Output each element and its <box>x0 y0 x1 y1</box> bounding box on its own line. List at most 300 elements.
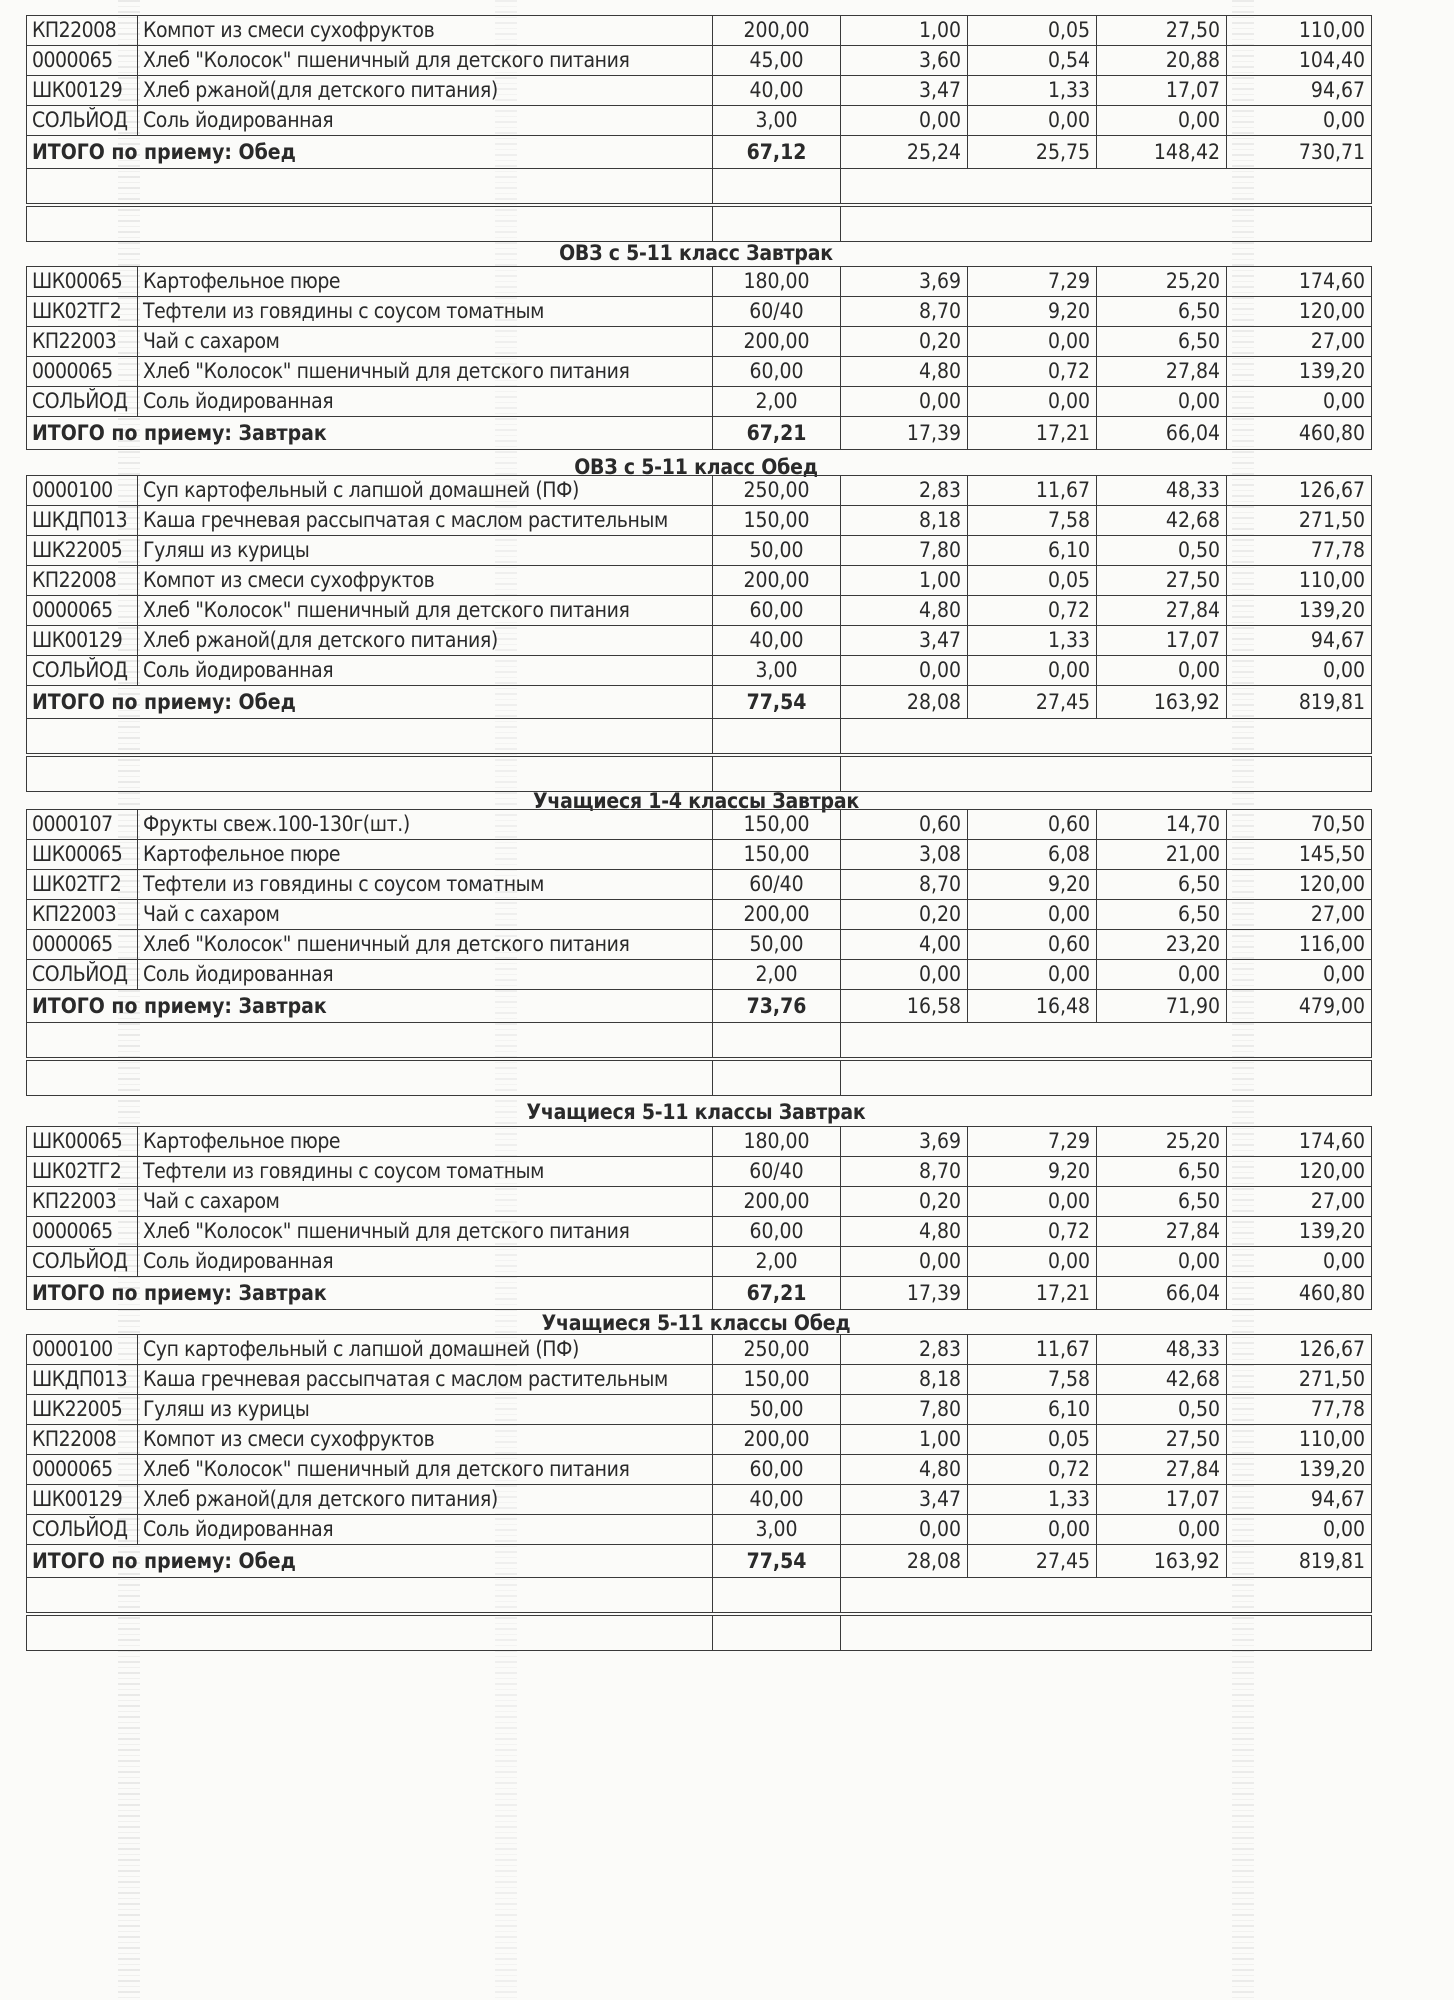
dish-code: ШКДП013 <box>27 1365 138 1395</box>
carbs-value: 6,50 <box>1097 1187 1227 1217</box>
fat-value: 0,00 <box>968 387 1097 417</box>
empty-row <box>27 719 1372 756</box>
total-protein-value: 17,39 <box>841 417 968 450</box>
dish-name: Компот из смеси сухофруктов <box>138 1425 713 1455</box>
dish-name: Тефтели из говядины с соусом томатным <box>138 297 713 327</box>
table-row <box>27 870 1372 900</box>
energy-value: 70,50 <box>1227 810 1372 840</box>
portion-qty: 40,00 <box>713 1485 841 1515</box>
table-row <box>27 656 1372 686</box>
portion-qty: 45,00 <box>713 46 841 76</box>
fat-value: 7,29 <box>968 267 1097 297</box>
table-row <box>27 810 1372 840</box>
empty-cell <box>713 1614 841 1651</box>
protein-value: 0,60 <box>841 810 968 840</box>
protein-value: 8,18 <box>841 1365 968 1395</box>
protein-value: 0,20 <box>841 327 968 357</box>
fat-value: 0,00 <box>968 656 1097 686</box>
portion-qty: 60,00 <box>713 596 841 626</box>
table-row <box>27 76 1372 106</box>
fat-value: 7,58 <box>968 506 1097 536</box>
fat-value: 9,20 <box>968 297 1097 327</box>
fat-value: 1,33 <box>968 626 1097 656</box>
carbs-value: 42,68 <box>1097 1365 1227 1395</box>
empty-cell <box>27 755 713 792</box>
table-row <box>27 1247 1372 1277</box>
carbs-value: 27,84 <box>1097 1455 1227 1485</box>
dish-code: ШКДП013 <box>27 506 138 536</box>
menu-table-section <box>26 1126 1366 1310</box>
energy-value: 27,00 <box>1227 327 1372 357</box>
empty-cell <box>27 205 713 242</box>
dish-code: СОЛЬЙОД <box>27 106 138 136</box>
menu-table-section <box>26 15 1366 242</box>
menu-table <box>26 809 1372 1096</box>
empty-cell <box>713 205 841 242</box>
table-row <box>27 840 1372 870</box>
dish-name: Чай с сахаром <box>138 327 713 357</box>
portion-qty: 60,00 <box>713 1217 841 1247</box>
table-row <box>27 327 1372 357</box>
portion-qty: 150,00 <box>713 1365 841 1395</box>
total-protein-value: 25,24 <box>841 136 968 169</box>
dish-name: Фрукты свеж.100-130г(шт.) <box>138 810 713 840</box>
dish-name: Компот из смеси сухофруктов <box>138 566 713 596</box>
carbs-value: 0,00 <box>1097 387 1227 417</box>
fat-value: 0,00 <box>968 1187 1097 1217</box>
portion-qty: 60,00 <box>713 357 841 387</box>
empty-row <box>27 169 1372 206</box>
energy-value: 271,50 <box>1227 506 1372 536</box>
section-title: Учащиеся 5-11 классы Завтрак <box>526 1100 866 1124</box>
carbs-value: 25,20 <box>1097 1127 1227 1157</box>
dish-name: Хлеб "Колосок" пшеничный для детского питания <box>138 46 713 76</box>
protein-value: 0,20 <box>841 1187 968 1217</box>
total-protein-value: 17,39 <box>841 1277 968 1310</box>
empty-row <box>27 1023 1372 1060</box>
protein-value: 0,00 <box>841 1515 968 1545</box>
fat-value: 6,08 <box>968 840 1097 870</box>
carbs-value: 0,00 <box>1097 656 1227 686</box>
dish-name: Гуляш из курицы <box>138 536 713 566</box>
protein-value: 7,80 <box>841 1395 968 1425</box>
protein-value: 1,00 <box>841 566 968 596</box>
carbs-value: 0,00 <box>1097 1515 1227 1545</box>
table-row <box>27 476 1372 506</box>
fat-value: 0,72 <box>968 1217 1097 1247</box>
fat-value: 6,10 <box>968 1395 1097 1425</box>
empty-row <box>27 1614 1372 1651</box>
dish-code: ШК02ТГ2 <box>27 1157 138 1187</box>
carbs-value: 48,33 <box>1097 1335 1227 1365</box>
dish-code: СОЛЬЙОД <box>27 960 138 990</box>
protein-value: 3,69 <box>841 1127 968 1157</box>
protein-value: 8,70 <box>841 297 968 327</box>
dish-code: ШК22005 <box>27 1395 138 1425</box>
table-row <box>27 357 1372 387</box>
fat-value: 0,72 <box>968 1455 1097 1485</box>
portion-qty: 60/40 <box>713 870 841 900</box>
menu-table <box>26 1334 1372 1651</box>
dish-code: ШК00129 <box>27 626 138 656</box>
portion-qty: 50,00 <box>713 536 841 566</box>
protein-value: 8,70 <box>841 1157 968 1187</box>
table-row <box>27 1425 1372 1455</box>
energy-value: 145,50 <box>1227 840 1372 870</box>
energy-value: 0,00 <box>1227 960 1372 990</box>
empty-cell <box>841 169 1372 206</box>
dish-code: ШК00065 <box>27 840 138 870</box>
menu-table-section <box>26 1334 1366 1651</box>
total-fat-value: 17,21 <box>968 1277 1097 1310</box>
dish-code: ШК00065 <box>27 267 138 297</box>
carbs-value: 27,50 <box>1097 16 1227 46</box>
menu-table-section <box>26 266 1366 450</box>
energy-value: 94,67 <box>1227 1485 1372 1515</box>
dish-name: Соль йодированная <box>138 106 713 136</box>
dish-name: Картофельное пюре <box>138 1127 713 1157</box>
menu-table <box>26 1126 1372 1310</box>
total-portion-qty: 77,54 <box>713 1545 841 1578</box>
protein-value: 4,80 <box>841 596 968 626</box>
energy-value: 116,00 <box>1227 930 1372 960</box>
empty-cell <box>841 719 1372 756</box>
section-title: Учащиеся 5-11 классы Обед <box>541 1311 851 1335</box>
protein-value: 8,70 <box>841 870 968 900</box>
dish-code: КП22003 <box>27 1187 138 1217</box>
total-label: ИТОГО по приему: Обед <box>27 686 713 719</box>
total-fat-value: 16,48 <box>968 990 1097 1023</box>
energy-value: 174,60 <box>1227 267 1372 297</box>
portion-qty: 50,00 <box>713 1395 841 1425</box>
protein-value: 8,18 <box>841 506 968 536</box>
empty-row <box>27 1578 1372 1615</box>
dish-code: 0000065 <box>27 357 138 387</box>
total-portion-qty: 67,21 <box>713 1277 841 1310</box>
fat-value: 0,00 <box>968 1515 1097 1545</box>
empty-cell <box>713 1059 841 1096</box>
energy-value: 271,50 <box>1227 1365 1372 1395</box>
table-row <box>27 1335 1372 1365</box>
table-row <box>27 1365 1372 1395</box>
fat-value: 0,00 <box>968 900 1097 930</box>
empty-cell <box>713 1578 841 1615</box>
energy-value: 120,00 <box>1227 1157 1372 1187</box>
energy-value: 77,78 <box>1227 536 1372 566</box>
energy-value: 139,20 <box>1227 1455 1372 1485</box>
protein-value: 1,00 <box>841 16 968 46</box>
protein-value: 0,00 <box>841 656 968 686</box>
table-row <box>27 1485 1372 1515</box>
total-carbs-value: 66,04 <box>1097 417 1227 450</box>
energy-value: 0,00 <box>1227 106 1372 136</box>
empty-cell <box>713 719 841 756</box>
carbs-value: 0,00 <box>1097 1247 1227 1277</box>
protein-value: 0,20 <box>841 900 968 930</box>
portion-qty: 150,00 <box>713 810 841 840</box>
protein-value: 3,69 <box>841 267 968 297</box>
table-row <box>27 596 1372 626</box>
empty-cell <box>841 1578 1372 1615</box>
portion-qty: 250,00 <box>713 1335 841 1365</box>
total-energy-value: 819,81 <box>1227 686 1372 719</box>
section-title: Учащиеся 1-4 классы Завтрак <box>532 789 860 813</box>
empty-cell <box>27 1614 713 1651</box>
protein-value: 0,00 <box>841 1247 968 1277</box>
total-label: ИТОГО по приему: Обед <box>27 136 713 169</box>
energy-value: 174,60 <box>1227 1127 1372 1157</box>
protein-value: 3,60 <box>841 46 968 76</box>
menu-table <box>26 266 1372 450</box>
dish-name: Картофельное пюре <box>138 267 713 297</box>
fat-value: 7,29 <box>968 1127 1097 1157</box>
dish-name: Суп картофельный с лапшой домашней (ПФ) <box>138 476 713 506</box>
carbs-value: 48,33 <box>1097 476 1227 506</box>
total-portion-qty: 67,12 <box>713 136 841 169</box>
portion-qty: 2,00 <box>713 960 841 990</box>
dish-code: СОЛЬЙОД <box>27 1247 138 1277</box>
carbs-value: 42,68 <box>1097 506 1227 536</box>
protein-value: 0,00 <box>841 960 968 990</box>
total-row <box>27 417 1372 450</box>
empty-cell <box>713 1023 841 1060</box>
table-row <box>27 1455 1372 1485</box>
energy-value: 27,00 <box>1227 900 1372 930</box>
carbs-value: 27,50 <box>1097 1425 1227 1455</box>
protein-value: 1,00 <box>841 1425 968 1455</box>
fat-value: 1,33 <box>968 76 1097 106</box>
total-portion-qty: 67,21 <box>713 417 841 450</box>
dish-name: Соль йодированная <box>138 1247 713 1277</box>
total-energy-value: 460,80 <box>1227 1277 1372 1310</box>
dish-code: КП22008 <box>27 16 138 46</box>
portion-qty: 200,00 <box>713 1187 841 1217</box>
energy-value: 0,00 <box>1227 656 1372 686</box>
carbs-value: 17,07 <box>1097 1485 1227 1515</box>
table-row <box>27 16 1372 46</box>
dish-code: КП22008 <box>27 566 138 596</box>
empty-cell <box>841 755 1372 792</box>
total-energy-value: 460,80 <box>1227 417 1372 450</box>
dish-code: 0000065 <box>27 46 138 76</box>
protein-value: 3,47 <box>841 1485 968 1515</box>
dish-code: ШК22005 <box>27 536 138 566</box>
energy-value: 139,20 <box>1227 596 1372 626</box>
fat-value: 9,20 <box>968 1157 1097 1187</box>
dish-code: КП22008 <box>27 1425 138 1455</box>
fat-value: 11,67 <box>968 476 1097 506</box>
dish-code: КП22003 <box>27 327 138 357</box>
empty-row <box>27 1059 1372 1096</box>
menu-table <box>26 15 1372 242</box>
protein-value: 3,47 <box>841 76 968 106</box>
dish-name: Суп картофельный с лапшой домашней (ПФ) <box>138 1335 713 1365</box>
table-row <box>27 46 1372 76</box>
table-row <box>27 267 1372 297</box>
table-row <box>27 387 1372 417</box>
table-row <box>27 1217 1372 1247</box>
dish-name: Каша гречневая рассыпчатая с маслом растительным <box>138 506 713 536</box>
carbs-value: 6,50 <box>1097 297 1227 327</box>
table-row <box>27 106 1372 136</box>
dish-name: Соль йодированная <box>138 387 713 417</box>
empty-cell <box>27 1578 713 1615</box>
carbs-value: 6,50 <box>1097 1157 1227 1187</box>
table-row <box>27 1395 1372 1425</box>
table-row <box>27 566 1372 596</box>
fat-value: 0,54 <box>968 46 1097 76</box>
protein-value: 4,80 <box>841 1455 968 1485</box>
dish-code: СОЛЬЙОД <box>27 656 138 686</box>
carbs-value: 6,50 <box>1097 900 1227 930</box>
portion-qty: 60/40 <box>713 297 841 327</box>
dish-name: Чай с сахаром <box>138 1187 713 1217</box>
fat-value: 0,00 <box>968 1247 1097 1277</box>
empty-cell <box>27 169 713 206</box>
carbs-value: 0,50 <box>1097 536 1227 566</box>
total-fat-value: 17,21 <box>968 417 1097 450</box>
total-label: ИТОГО по приему: Завтрак <box>27 1277 713 1310</box>
total-fat-value: 27,45 <box>968 686 1097 719</box>
dish-code: ШК00065 <box>27 1127 138 1157</box>
empty-cell <box>713 755 841 792</box>
dish-name: Хлеб ржаной(для детского питания) <box>138 626 713 656</box>
fat-value: 7,58 <box>968 1365 1097 1395</box>
table-row <box>27 900 1372 930</box>
total-label: ИТОГО по приему: Обед <box>27 1545 713 1578</box>
fat-value: 0,00 <box>968 960 1097 990</box>
protein-value: 3,47 <box>841 626 968 656</box>
dish-name: Тефтели из говядины с соусом томатным <box>138 870 713 900</box>
protein-value: 4,00 <box>841 930 968 960</box>
portion-qty: 200,00 <box>713 566 841 596</box>
energy-value: 139,20 <box>1227 357 1372 387</box>
carbs-value: 21,00 <box>1097 840 1227 870</box>
protein-value: 4,80 <box>841 1217 968 1247</box>
table-row <box>27 536 1372 566</box>
carbs-value: 27,84 <box>1097 596 1227 626</box>
table-row <box>27 626 1372 656</box>
total-energy-value: 819,81 <box>1227 1545 1372 1578</box>
dish-name: Хлеб ржаной(для детского питания) <box>138 76 713 106</box>
dish-name: Компот из смеси сухофруктов <box>138 16 713 46</box>
protein-value: 7,80 <box>841 536 968 566</box>
table-row <box>27 297 1372 327</box>
dish-code: ШК00129 <box>27 1485 138 1515</box>
portion-qty: 40,00 <box>713 626 841 656</box>
carbs-value: 25,20 <box>1097 267 1227 297</box>
fat-value: 6,10 <box>968 536 1097 566</box>
dish-code: 0000100 <box>27 1335 138 1365</box>
energy-value: 126,67 <box>1227 1335 1372 1365</box>
menu-table-section <box>26 809 1366 1096</box>
portion-qty: 150,00 <box>713 506 841 536</box>
protein-value: 3,08 <box>841 840 968 870</box>
energy-value: 94,67 <box>1227 626 1372 656</box>
energy-value: 110,00 <box>1227 1425 1372 1455</box>
protein-value: 0,00 <box>841 387 968 417</box>
energy-value: 0,00 <box>1227 1515 1372 1545</box>
fat-value: 11,67 <box>968 1335 1097 1365</box>
dish-name: Хлеб "Колосок" пшеничный для детского питания <box>138 1455 713 1485</box>
dish-name: Хлеб "Колосок" пшеничный для детского питания <box>138 1217 713 1247</box>
protein-value: 2,83 <box>841 1335 968 1365</box>
carbs-value: 27,84 <box>1097 1217 1227 1247</box>
carbs-value: 14,70 <box>1097 810 1227 840</box>
energy-value: 94,67 <box>1227 76 1372 106</box>
empty-cell <box>841 1614 1372 1651</box>
energy-value: 27,00 <box>1227 1187 1372 1217</box>
portion-qty: 250,00 <box>713 476 841 506</box>
protein-value: 2,83 <box>841 476 968 506</box>
table-row <box>27 1127 1372 1157</box>
table-row <box>27 506 1372 536</box>
portion-qty: 3,00 <box>713 1515 841 1545</box>
dish-code: КП22003 <box>27 900 138 930</box>
fat-value: 1,33 <box>968 1485 1097 1515</box>
energy-value: 120,00 <box>1227 297 1372 327</box>
portion-qty: 200,00 <box>713 1425 841 1455</box>
empty-cell <box>841 1059 1372 1096</box>
empty-cell <box>27 719 713 756</box>
dish-name: Соль йодированная <box>138 1515 713 1545</box>
carbs-value: 0,00 <box>1097 960 1227 990</box>
protein-value: 4,80 <box>841 357 968 387</box>
empty-cell <box>713 169 841 206</box>
total-fat-value: 25,75 <box>968 136 1097 169</box>
total-portion-qty: 77,54 <box>713 686 841 719</box>
dish-name: Гуляш из курицы <box>138 1395 713 1425</box>
dish-name: Каша гречневая рассыпчатая с маслом растительным <box>138 1365 713 1395</box>
dish-name: Хлеб "Колосок" пшеничный для детского питания <box>138 357 713 387</box>
carbs-value: 6,50 <box>1097 870 1227 900</box>
carbs-value: 0,00 <box>1097 106 1227 136</box>
portion-qty: 3,00 <box>713 656 841 686</box>
total-protein-value: 16,58 <box>841 990 968 1023</box>
portion-qty: 200,00 <box>713 900 841 930</box>
section-title: ОВЗ с 5-11 класс Завтрак <box>559 241 833 265</box>
total-row <box>27 1277 1372 1310</box>
dish-name: Хлеб "Колосок" пшеничный для детского питания <box>138 596 713 626</box>
portion-qty: 200,00 <box>713 327 841 357</box>
empty-cell <box>27 1023 713 1060</box>
portion-qty: 50,00 <box>713 930 841 960</box>
fat-value: 0,00 <box>968 106 1097 136</box>
carbs-value: 6,50 <box>1097 327 1227 357</box>
total-protein-value: 28,08 <box>841 1545 968 1578</box>
carbs-value: 23,20 <box>1097 930 1227 960</box>
total-energy-value: 479,00 <box>1227 990 1372 1023</box>
menu-table-section <box>26 475 1366 792</box>
total-row <box>27 990 1372 1023</box>
portion-qty: 2,00 <box>713 1247 841 1277</box>
portion-qty: 150,00 <box>713 840 841 870</box>
dish-name: Тефтели из говядины с соусом томатным <box>138 1157 713 1187</box>
fat-value: 0,00 <box>968 327 1097 357</box>
fat-value: 0,72 <box>968 596 1097 626</box>
fat-value: 0,05 <box>968 1425 1097 1455</box>
fat-value: 0,60 <box>968 810 1097 840</box>
dish-name: Соль йодированная <box>138 960 713 990</box>
portion-qty: 2,00 <box>713 387 841 417</box>
energy-value: 0,00 <box>1227 387 1372 417</box>
total-protein-value: 28,08 <box>841 686 968 719</box>
empty-row <box>27 755 1372 792</box>
total-energy-value: 730,71 <box>1227 136 1372 169</box>
carbs-value: 27,84 <box>1097 357 1227 387</box>
carbs-value: 0,50 <box>1097 1395 1227 1425</box>
portion-qty: 60/40 <box>713 1157 841 1187</box>
